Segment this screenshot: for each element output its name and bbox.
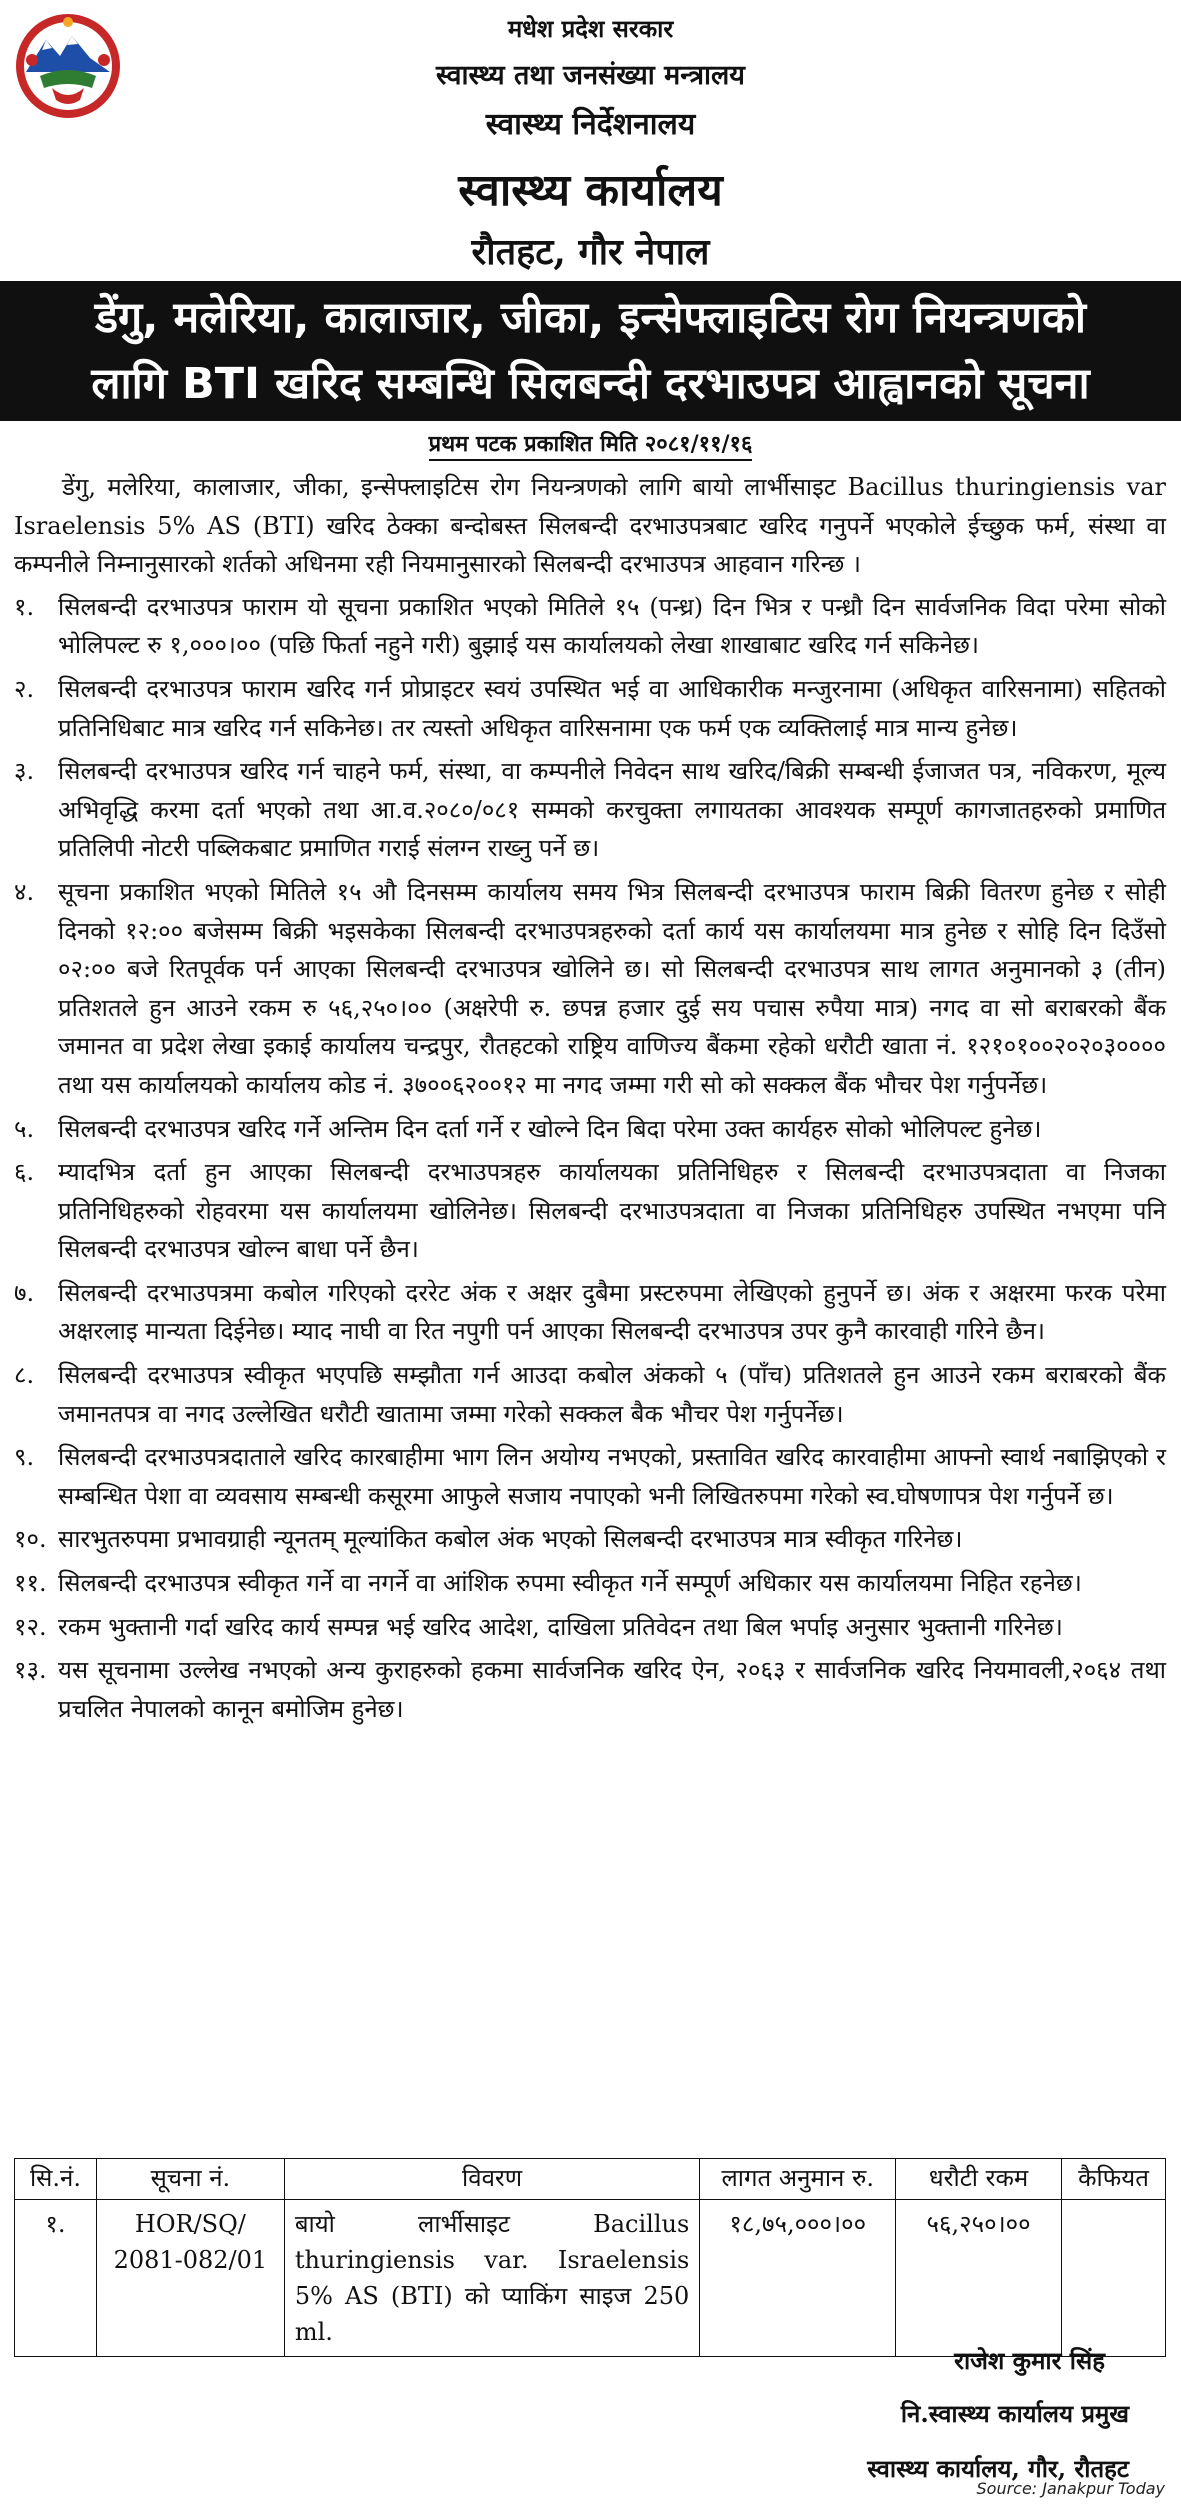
col-header-cost-estimate: लागत अनुमान रु. <box>700 2159 896 2200</box>
notice-title-line-2: लागि BTI खरिद सम्बन्धि सिलबन्दी दरभाउपत्र आह्वानको सूचना <box>91 359 1090 409</box>
condition-number: ४. <box>14 877 35 906</box>
condition-number: १०. <box>14 1525 47 1554</box>
condition-item <box>14 1564 1166 1603</box>
condition-item <box>14 1651 1166 1728</box>
condition-item <box>14 873 1166 1105</box>
cell-notice-no: HOR/SQ/ 2081-082/01 <box>96 2200 284 2357</box>
cell-deposit: ५६,२५०।०० <box>896 2200 1062 2357</box>
office-location: रौतहट, गौर नेपाल <box>471 231 710 273</box>
condition-item <box>14 588 1166 665</box>
table-row <box>15 2200 1166 2357</box>
cell-remarks <box>1062 2200 1166 2357</box>
condition-text: सिलबन्दी दरभाउपत्रदाताले खरिद कारबाहीमा भाग लिन अयोग्य नभएको, प्रस्तावित खरिद कारवाहीमा आफ्नो स्वार्थ नबाझिएको र सम्बन्धित पेशा वा व्यवसाय सम्बन्धी कसूरमा आफुले सजाय नपाएको भनी लिखितरुपमा गरेको स्व.घोषणापत्र पेश गर्नुपर्ने छ। <box>58 1443 1166 1510</box>
table-header-row <box>15 2159 1166 2200</box>
condition-number: ५. <box>14 1114 35 1143</box>
condition-text: सिलबन्दी दरभाउपत्रमा कबोल गरिएको दररेट अंक र अक्षर दुबैमा प्रस्टरुपमा लेखिएको हुनुपर्ने छ। अंक र अक्षरमा फरक परेमा अक्षरलाइ मान्यता दिईनेछ। म्याद नाघी वा रित नपुगी पर्न आएका सिलबन्दी दरभाउपत्र उपर कुनै कारवाही गरिने छैन। <box>58 1278 1166 1346</box>
condition-number: ७. <box>14 1278 35 1307</box>
condition-number: १३. <box>14 1656 47 1685</box>
condition-item <box>14 1438 1166 1515</box>
notice-title-banner <box>0 281 1181 421</box>
signatory-name: राजेश कुमार सिंह <box>954 2346 1105 2375</box>
condition-item <box>14 1274 1166 1351</box>
condition-number: २. <box>14 674 35 703</box>
condition-item <box>14 1356 1166 1433</box>
condition-number: ३. <box>14 757 35 786</box>
ministry-name: स्वास्थ्य तथा जनसंख्या मन्त्रालय <box>436 60 745 91</box>
condition-text: रकम भुक्तानी गर्दा खरिद कार्य सम्पन्न भई खरिद आदेश, दाखिला प्रतिवेदन तथा बिल भर्पाइ अनुसार भुक्तानी गरिनेछ। <box>58 1612 1063 1641</box>
condition-text: यस सूचनामा उल्लेख नभएको अन्य कुराहरुको हकमा सार्वजनिक खरिद ऐन, २०६३ र सार्वजनिक खरिद नियमावली,२०६४ तथा प्रचलित नेपालको कानून बमोजिम हुनेछ। <box>58 1656 1166 1723</box>
cell-description: बायो लार्भीसाइट Bacillus thuringiensis var. Israelensis 5% AS (BTI) को प्याकिंग साइज 250 ml. <box>284 2200 700 2357</box>
notice-title-line-1: डेंगु, मलेरिया, कालाजार, जीका, इन्सेफ्लाइटिस रोग नियन्त्रणको <box>94 293 1087 343</box>
condition-item <box>14 752 1166 868</box>
condition-number: ८. <box>14 1361 35 1390</box>
condition-list <box>14 588 1166 1729</box>
signatory-office: स्वास्थ्य कार्यालय, गौर, रौतहट <box>867 2454 1129 2483</box>
condition-item <box>14 1110 1166 1149</box>
condition-number: ६. <box>14 1158 35 1187</box>
signatory-title: नि.स्वास्थ्य कार्यालय प्रमुख <box>900 2399 1129 2428</box>
col-header-notice-no: सूचना नं. <box>96 2159 284 2200</box>
notice-body <box>14 468 1166 1733</box>
condition-text: सिलबन्दी दरभाउपत्र स्वीकृत गर्ने वा नगर्ने वा आंशिक रुपमा स्वीकृत गर्ने सम्पूर्ण अधिकार यस कार्यालयमा निहित रहनेछ। <box>58 1569 1082 1598</box>
condition-text: सिलबन्दी दरभाउपत्र स्वीकृत भएपछि सम्झौता गर्न आउदा कबोल अंकको ५ (पाँच) प्रतिशतले हुन आउने रकम बराबरको बैंक जमानतपत्र वा नगद उल्लेखित धरौटी खातामा जम्मा गरेको सक्कल बैक भौचर पेश गर्नुपर्नेछ। <box>58 1361 1166 1428</box>
condition-text: सारभुतरुपमा प्रभावग्राही न्यूनतम् मूल्यांकित कबोल अंक भएको सिलबन्दी दरभाउपत्र मात्र स्वीकृत गरिनेछ। <box>58 1525 963 1554</box>
col-header-description: विवरण <box>284 2159 700 2200</box>
directorate-name: स्वास्थ्य निर्देशनालय <box>485 107 696 142</box>
condition-text: सिलबन्दी दरभाउपत्र फाराम खरिद गर्न प्रोप्राइटर स्वयं उपस्थित भई वा आधिकारीक मन्जुरनामा (अधिकृत वारिसनामा) सहितको प्रतिनिधिबाट मात्र खरिद गर्न सकिनेछ। तर त्यस्तो अधिकृत वारिसनामा एक फर्म एक व्यक्तिलाई मात्र मान्य हुनेछ। <box>58 674 1166 742</box>
condition-item <box>14 670 1166 747</box>
condition-text: म्यादभित्र दर्ता हुन आएका सिलबन्दी दरभाउपत्रहरु कार्यालयका प्रतिनिधिहरु र सिलबन्दी दरभाउपत्रदाता वा निजका प्रतिनिधिहरुको रोहवरमा यस कार्यालयमा खोलिनेछ। सिलबन्दी दरभाउपत्रदाता वा निजका प्रतिनिधिहरु उपस्थित नभएमा पनि सिलबन्दी दरभाउपत्र खोल्न बाधा पर्ने छैन। <box>58 1158 1166 1264</box>
condition-item <box>14 1520 1166 1559</box>
procurement-table <box>14 2158 1166 2357</box>
cell-sn: १. <box>15 2200 97 2357</box>
condition-number: १. <box>14 592 35 621</box>
cell-cost-estimate: १८,७५,०००।०० <box>700 2200 896 2357</box>
condition-item <box>14 1608 1166 1647</box>
publication-date <box>0 428 1181 458</box>
col-header-remarks: कैफियत <box>1062 2159 1166 2200</box>
condition-text: सूचना प्रकाशित भएको मितिले १५ औ दिनसम्म कार्यालय समय भित्र सिलबन्दी दरभाउपत्र फाराम बिक्री वितरण हुनेछ र सोही दिनको १२:०० बजेसम्म बिक्री भइसकेका सिलबन्दी दरभाउपत्रहरुको दर्ता कार्य यस कार्यालयमा मात्र हुनेछ र सोहि दिन दिउँसो ०२:०० बजे रितपूर्वक पर्न आएका सिलबन्दी दरभाउपत्र खोलिने छ। सो सिलबन्दी दरभाउपत्र साथ लागत अनुमानको ३ (तीन) प्रतिशतले हुन आउने रकम रु ५६,२५०।०० (अक्षरेपी रु. छपन्न हजार दुई सय पचास रुपैया मात्र) नगद वा सो बराबरको बैंक जमानत वा प्रदेश लेखा इकाई कार्यालय चन्द्रपुर, रौतहटको राष्ट्रिय वाणिज्य बैंकमा रहेको धरौटी खाता नं. १२१०१००२०२०३०००० तथा यस कार्यालयको कार्यालय कोड नं. ३७००६२००१२ मा नगद जम्मा गरी सो को सक्कल बैंक भौचर पेश गर्नुपर्नेछ। <box>58 877 1166 1099</box>
col-header-deposit: धरौटी रकम <box>896 2159 1062 2200</box>
condition-text: सिलबन्दी दरभाउपत्र खरिद गर्ने अन्तिम दिन दर्ता गर्ने र खोल्ने दिन बिदा परेमा उक्त कार्यहरु सोको भोलिपल्ट हुनेछ। <box>58 1114 1042 1143</box>
condition-number: ९. <box>14 1443 35 1472</box>
condition-item <box>14 1153 1166 1269</box>
col-header-sn: सि.नं. <box>15 2159 97 2200</box>
source-credit: Source: Janakpur Today <box>976 2479 1165 2498</box>
condition-number: ११. <box>14 1569 47 1598</box>
condition-number: १२. <box>14 1612 47 1641</box>
office-name: स्वास्थ्य कार्यालय <box>458 165 723 216</box>
intro-paragraph: डेंगु, मलेरिया, कालाजार, जीका, इन्सेफ्लाइटिस रोग नियन्त्रणको लागि बायो लार्भीसाइट Bacillus thuringiensis var Israelensis 5% AS (BTI) खरिद ठेक्का बन्दोबस्त सिलबन्दी दरभाउपत्रबाट खरिद गनुपर्ने भएकोले ईच्छुक फर्म, संस्था वा कम्पनीले निम्नानुसारको शर्तको अधिनमा रही नियमानुसारको सिलबन्दी दरभाउपत्र आहवान गरिन्छ । <box>14 473 1166 579</box>
condition-text: सिलबन्दी दरभाउपत्र खरिद गर्न चाहने फर्म, संस्था, वा कम्पनीले निवेदन साथ खरिद/बिक्री सम्बन्धी ईजाजत पत्र, नविकरण, मूल्य अभिवृद्धि करमा दर्ता भएको तथा आ.व.२०८०/०८१ सम्मको करचुक्ता लगायतका आवश्यक सम्पूर्ण कागजातहरुको प्रमाणित प्रतिलिपी नोटरी पब्लिकबाट प्रमाणित गराई संलग्न राख्नु पर्ने छ। <box>58 757 1166 863</box>
condition-text: सिलबन्दी दरभाउपत्र फाराम यो सूचना प्रकाशित भएको मितिले १५ (पन्ध्र) दिन भित्र र पन्ध्रौ दिन सार्वजनिक विदा परेमा सोको भोलिपल्ट रु १,०००।०० (पछि फिर्ता नहुने गरी) बुझाई यस कार्यालयको लेखा शाखाबाट खरिद गर्न सकिनेछ। <box>58 592 1166 660</box>
province-government: मधेश प्रदेश सरकार <box>507 14 674 43</box>
publication-date-text: प्रथम पटक प्रकाशित मिति २०८१/११/१६ <box>429 431 753 461</box>
